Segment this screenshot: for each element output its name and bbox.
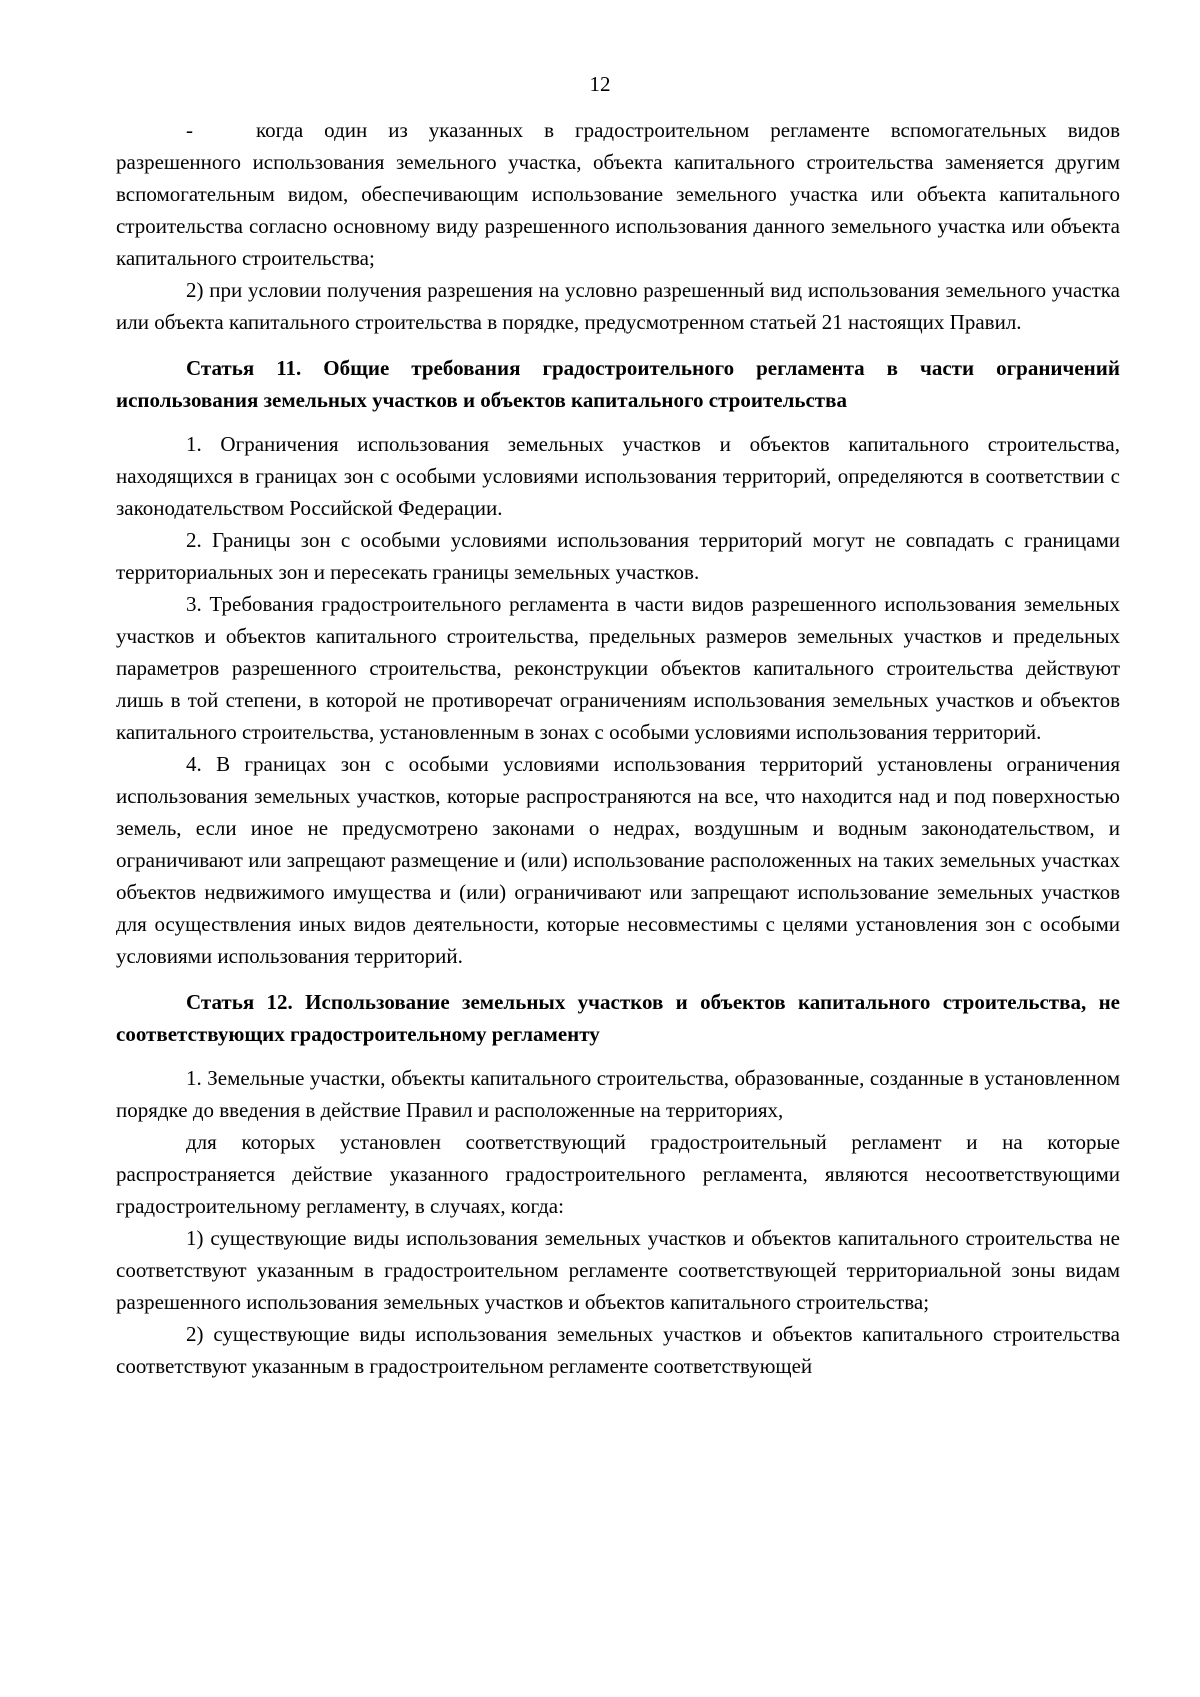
article-12-paragraph-1-part-b: для которых установлен соответствующий градостроительный регламент и на которые распространяется действие указанного градостроительного регламента, являются несоответствующими градостроительному регламенту, в случаях, когда: (116, 1130, 1120, 1218)
article-11-paragraph-2: 2. Границы зон с особыми условиями использования территорий могут не совпадать с границами территориальных зон и пересекать границы земельных участков. (116, 528, 1120, 584)
paragraph-condition-2: 2) при условии получения разрешения на условно разрешенный вид использования земельного участка или объекта капитального строительства в порядке, предусмотренном статьей 21 настоящих Правил. (116, 278, 1120, 334)
document-body (116, 114, 1120, 1382)
article-11-paragraph-4: 4. В границах зон с особыми условиями использования территорий установлены ограничения использования земельных участков, которые распространяются на все, что находится над и под поверхностью земель, если иное не предусмотрено законами о недрах, воздушным и водным законодательством, и ограничивают или запрещают размещение и (или) использование расположенных на таких земельных участках объектов недвижимого имущества и (или) ограничивают или запрещают использование земельных участков для осуществления иных видов деятельности, которые несовместимы с целями установления зон с особыми условиями использования территорий. (116, 752, 1120, 968)
article-12-item-1: 1) существующие виды использования земельных участков и объектов капитального строительства не соответствуют указанным в градостроительном регламенте соответствующей территориальной зоны видам разрешенного использования земельных участков и объектов капитального строительства; (116, 1226, 1120, 1314)
article-11-paragraph-3: 3. Требования градостроительного регламента в части видов разрешенного использования земельных участков и объектов капитального строительства, предельных размеров земельных участков и предельных параметров разрешенного строительства, реконструкции объектов капитального строительства действуют лишь в той степени, в которой не противоречат ограничениям использования земельных участков и объектов капитального строительства, установленным в зонах с особыми условиями использования территорий. (116, 592, 1120, 744)
article-12-heading: Статья 12. Использование земельных участков и объектов капитального строительства, не соответствующих градостроительному регламенту (116, 990, 1120, 1046)
page-number: 12 (589, 72, 611, 96)
article-11-heading: Статья 11. Общие требования градостроительного регламента в части ограничений использования земельных участков и объектов капитального строительства (116, 356, 1120, 412)
article-12-paragraph-1-part-a: 1. Земельные участки, объекты капитального строительства, образованные, созданные в установленном порядке до введения в действие Правил и расположенные на территориях, (116, 1066, 1120, 1122)
dash-list-item-text: когда один из указанных в градостроительном регламенте вспомогательных видов разрешенного использования земельного участка, объекта капитального строительства заменяется другим вспомогательным видом, обеспечивающим использование земельного участка или объекта капитального строительства согласно основному виду разрешенного использования данного земельного участка или объекта капитального строительства; (116, 118, 1120, 270)
list-dash: - (186, 118, 193, 142)
article-12-item-2: 2) существующие виды использования земельных участков и объектов капитального строительства соответствуют указанным в градостроительном регламенте соответствующей (116, 1322, 1120, 1378)
article-11-paragraph-1: 1. Ограничения использования земельных участков и объектов капитального строительства, находящихся в границах зон с особыми условиями использования территорий, определяются в соответствии с законодательством Российской Федерации. (116, 432, 1120, 520)
dash-list-item (116, 114, 1120, 274)
